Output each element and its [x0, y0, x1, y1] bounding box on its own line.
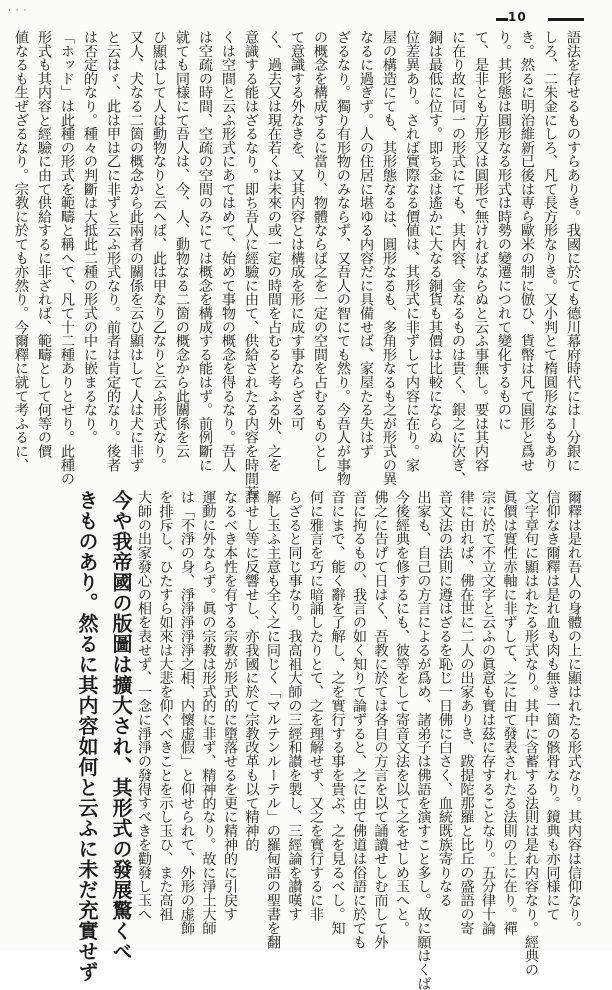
text-column: て意識する外なきを、又其内容とは構成を形に成す事ならざる可: [289, 30, 305, 431]
text-column: 音にまで、能く辭を了解し、之を實行する事を貴ぶ、之を見るべし。知: [329, 490, 346, 935]
text-column: り。其形態は圓形なる形式は時勢の變遷につれて變化するものに: [496, 30, 512, 431]
text-column: 大師の出家發心の相を表せず、一念に淨淨の發得すべきを勸發し玉へ: [136, 490, 152, 921]
text-column: らざると同じ事なり。我高祖大師の三經和讃を製し、三經論を讃嘆す: [286, 490, 303, 921]
text-column: 宗に於て不立文字と云ふの眞意も實は茲に存することなり。五分律十論: [480, 490, 496, 935]
large-text-column: きものあり。然るに其内容如何と云ふに未だ充實せず: [75, 490, 99, 982]
text-column: く、過去又は現在若くは未來の或一定の時間を占むると考ふる外、之を: [266, 30, 282, 472]
text-column: 「ホッド」は此種の形式を範疇と稱へて、凡て十二種ありとせり。此種の: [59, 30, 75, 486]
text-column: 譯せし等に反響せし、亦我國に於て宗教改革も以て精神的: [243, 490, 260, 852]
text-column: は「不淨の身、淨淨淨淨淨之相、内懷虚假」と仰せられて、外形の虚飾: [179, 490, 195, 935]
text-column: に在り故に同一の形式にても、其内容、金なるものは貴く、銀之に次ぎ、: [450, 30, 466, 486]
top-text-block: [13, 30, 584, 500]
text-column: 音に拘るもの、我言の如く知りて論ずると、之に由て佛道は俗語に於ても: [351, 490, 367, 949]
text-column: 爾釋は是れ吾人の身體の上に顯はれたる形式なり。其内容は信仰なり。: [566, 490, 582, 935]
text-column: と云はゞ、此は甲は乙に非ずと云ふ形式なり。前者は肯定的なり。後者: [105, 30, 121, 472]
text-column: 屋の構造にても、其形態なるは、圓形なるも、多角形なるも之が形式の異: [381, 30, 397, 486]
text-column: の概念を構成するに當り、物體ならば之を一定の空間を占むるものとし: [312, 30, 328, 472]
text-column: 運動に外ならず。眞の宗教は形式的に非ず、精神的なり。故に淨土大師: [200, 490, 217, 935]
text-column: 語法を存せるものすらありき。我國に於ても德川幕府時代にはー分銀に: [565, 30, 581, 472]
text-column: 又人、犬なる二箇の概念から此兩者の關係を云ひ顯はして人は犬に非ず: [128, 30, 144, 472]
text-column: 位差異あり。されば實際なる價値は、其形式に非ずして内容に在り。家: [404, 30, 420, 472]
text-column: くは空間と云ふ形式にあてはめて、始めて事物の概念を得るなり。吾人: [220, 30, 236, 472]
text-column: 就ても同様にて吾人は、今、人、動物なる二箇の概念から此關係を云: [174, 30, 190, 458]
page-number: 10: [508, 10, 527, 24]
text-column: ざるなり。獨り有形物のみならず、又吾人の智にても然り。今吾人が事物: [335, 30, 351, 486]
text-column: 出家も、自己の方言によるが爲め、諸弟子は佛語を演すこと多し。故に願はくば: [415, 490, 432, 990]
text-column: しろ、二朱金にしろ、凡て長方形なりき。又小判とて楕圓形なるもあり: [542, 30, 558, 472]
text-column: 銅は最低に位す。即ち金は遙かに大なる銅貨も其價は比較にならぬ: [427, 30, 443, 445]
middle-text-block: [136, 490, 584, 990]
text-column: は否定的なり。種々の判斷は大抵此二種の形式の中に嵌まるなり。: [82, 30, 98, 445]
text-column: ひ顯はして人は動物なりと云へば、此は甲なり乙なりと云ふ形式なり。: [151, 30, 167, 472]
text-column: 音文法の法則に遵はざるを恥じ一日佛に白さく、血統既族寄りなる: [437, 490, 453, 908]
text-column: 佛之に告げて日はく、吾教に於ては各自の方言を以て誦讀せしむ而して外: [372, 490, 389, 949]
text-column: は空疏の時間、空疏の空間のみにては概念を構成する能はず。前例斷に: [197, 30, 213, 472]
header-rule-right: [548, 18, 584, 21]
text-column: 形式も其内容と經驗に由て供給するに非ざれば、範疇として何等の價: [36, 30, 52, 458]
text-column: なるべき本性を有する宗教が形式的に墮落せるを更に精神的に引戻す: [222, 490, 238, 921]
header-rule-left: [496, 18, 508, 21]
large-text-block: [20, 490, 135, 982]
text-column: 何に雅言を巧に暗誦したりとて、之を理解せず、又之を實行するに非: [308, 490, 324, 921]
text-column: 値なるも生ぜざるなり。宗教に於ても亦然り。今爾釋に就て考ふるに、: [13, 30, 29, 472]
text-column: 文字章句に顯はれたる形式なり。其中に含蓄する法則は是れ内容なり。經典の: [523, 490, 539, 977]
text-column: なるに過ぎず。人の住居に堪ゆる内容だに具備せば、家屋たる失はず: [358, 30, 374, 458]
text-column: き。然るに明治維新已後は専ら歐米の制に倣ひ、貨幣は凡て圓形と爲せ: [519, 30, 535, 472]
text-column: 今後經典を修するにも、彼等をして寄音文法を以て之をせしめ玉へと。: [394, 490, 410, 935]
corner-mark: · · ·: [8, 6, 28, 16]
text-column: 解し玉ふ主意も全く之に同じく「マルテンルーテル」の羅甸語の聖書を翻: [265, 490, 281, 949]
text-column: て、是非とも方形又は圓形で無ければならぬと云ふ事無し。要は其内容: [473, 30, 489, 472]
large-text-column: 今や我帝國の版圖は擴大され、其形式の發展驚くべ: [109, 490, 133, 962]
text-column: 意識する能はざるなり。即ち吾人に經驗に由て、供給されたる内容を時間若: [243, 30, 259, 500]
text-column: 信仰なき爾釋は是れ血も肉も無き一箇の骸骨なり。鏡典も亦同様にて: [544, 490, 561, 921]
text-column: 眞價は實性赤軸に非ずして、之に由て發表されたる法則の上に在り。禪: [501, 490, 518, 935]
text-column: 律に由れば、佛在世に二人の出家ありき、跋提陀那羅と比丘の盛語の寄: [458, 490, 475, 935]
text-column: を排斥し、ひたすら如來は大悲を仰ぐべきことを示し玉ひ、また高祖: [157, 490, 174, 921]
